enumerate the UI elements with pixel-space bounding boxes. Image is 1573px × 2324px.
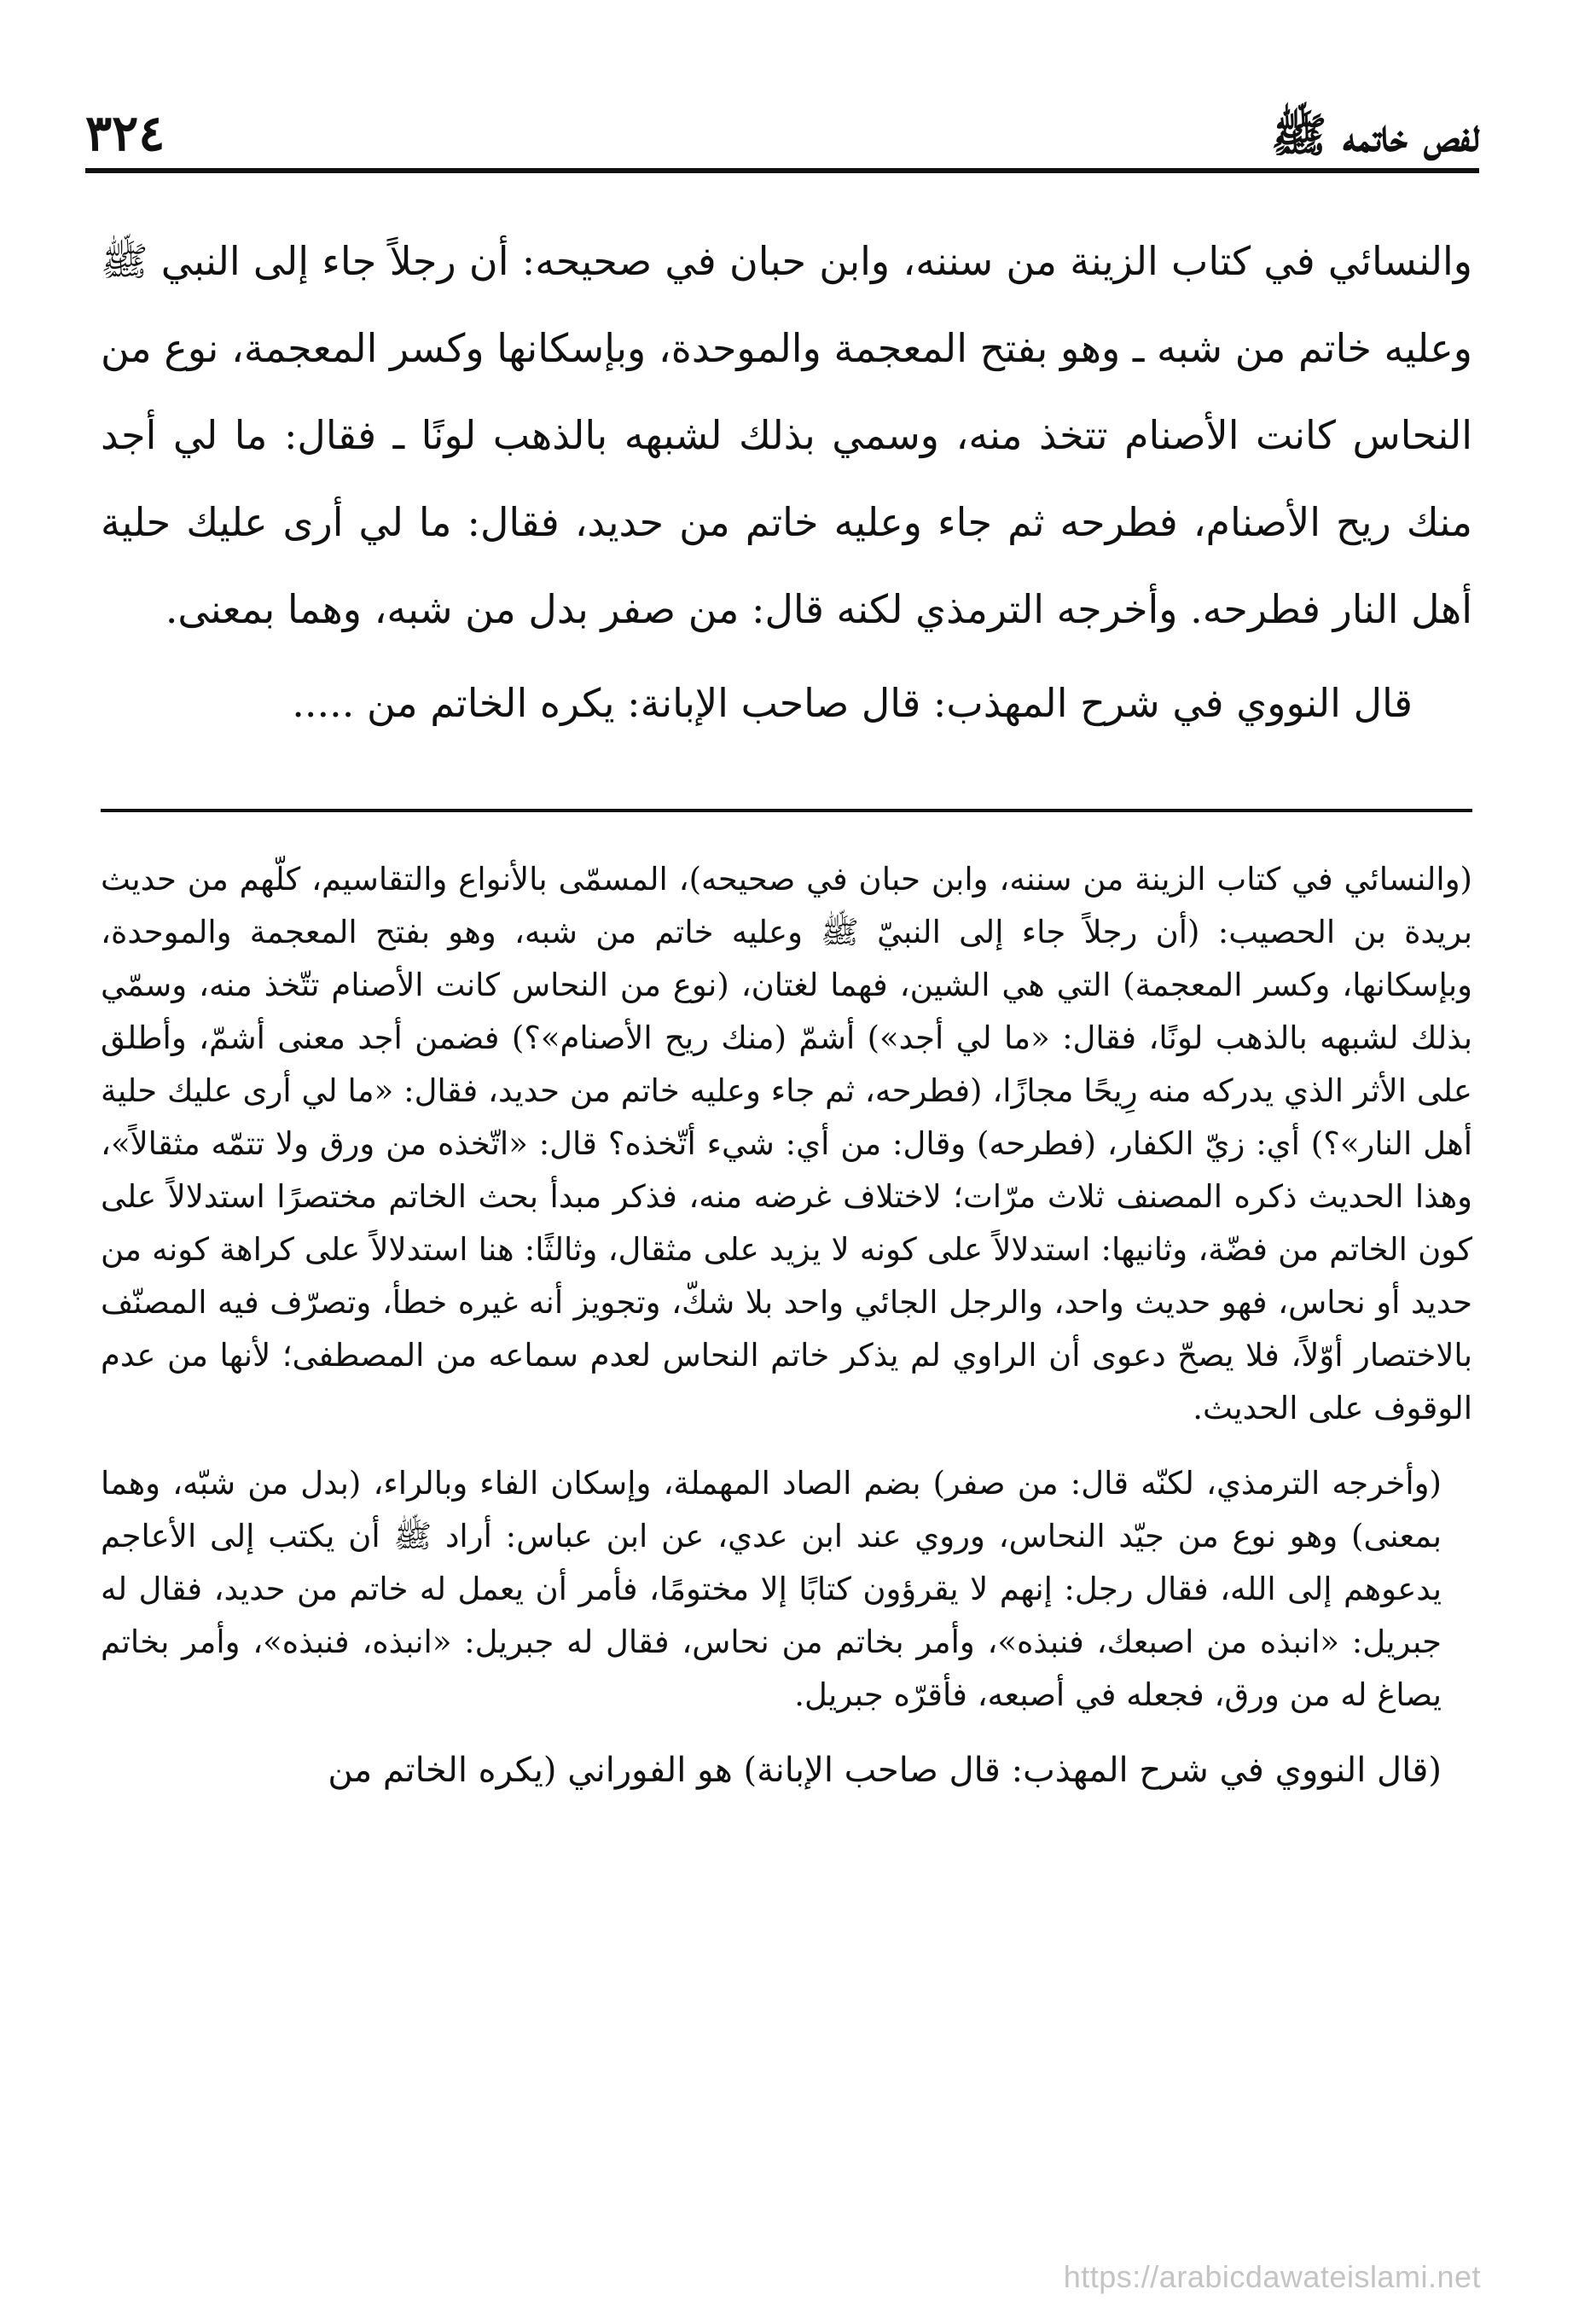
main-paragraph: والنسائي في كتاب الزينة من سننه، وابن حبان في صحيحه: أن رجلاً جاء إلى النبي ﷺ وعليه خاتم من شبه ـ وهو بفتح المعجمة والموحدة، وبإسكانها وكسر المعجمة، نوع من النحاس كانت الأصنام تتخذ منه، وسمي بذلك لشبهه بالذهب لونًا ـ فقال: ما لي أجد منك ريح الأصنام، فطرحه ثم جاء وعليه خاتم من حديد، فقال: ما لي أرى عليك حلية أهل النار فطرحه. وأخرجه الترمذي لكنه قال: من صفر بدل من شبه، وهما بمعنى.: [101, 238, 1472, 632]
commentary-paragraph: (والنسائي في كتاب الزينة من سننه، وابن حبان في صحيحه)، المسمّى بالأنواع والتقاسيم، كلّهم من حديث بريدة بن الحصيب: (أن رجلاً جاء إلى النبيّ ﷺ وعليه خاتم من شبه، وهو بفتح المعجمة والموحدة، وبإسكانها، وكسر المعجمة) التي هي الشين، فهما لغتان، (نوع من النحاس كانت الأصنام تتّخذ منه، وسمّي بذلك لشبهه بالذهب لونًا، فقال: «ما لي أجد») أشمّ (منك ريح الأصنام»؟) فضمن أجد معنى أشمّ، وأطلق على الأثر الذي يدركه منه رِيحًا مجازًا، (فطرحه، ثم جاء وعليه خاتم من حديد، فقال: «ما لي أرى عليك حلية أهل النار»؟) أي: زيّ الكفار، (فطرحه) وقال: من أي: شيء أتّخذه؟ قال: «اتّخذه من ورق ولا تتمّه مثقالاً»، وهذا الحديث ذكره المصنف ثلاث مرّات؛ لاختلاف غرضه منه، فذكر مبدأ بحث الخاتم مختصرًا استدلالاً على كون الخاتم من فضّة، وثانيها: استدلالاً على كونه لا يزيد على مثقال، وثالثًا: هنا استدلالاً على كراهة كونه من حديد أو نحاس، فهو حديث واحد، والرجل الجائي واحد بلا شكّ، وتجويز أنه غيره خطأ، وتصرّف فيه المصنّف بالاختصار أوّلاً، فلا يصحّ دعوى أن الراوي لم يذكر خاتم النحاس لعدم سماعه من المصطفى؛ لأنها من عدم الوقوف على الحديث.: [101, 861, 1472, 1426]
running-title: لفص خاتمه ﷺ: [1271, 107, 1479, 162]
text-commentary-separator: [101, 809, 1472, 812]
page-header: [85, 64, 1479, 162]
header-rule: [85, 168, 1479, 173]
commentary-paragraph: (وأخرجه الترمذي، لكنّه قال: من صفر) بضم الصاد المهملة، وإسكان الفاء وبالراء، (بدل من شبّه، وهما بمعنى) وهو نوع من جيّد النحاس، وروي عند ابن عدي، عن ابن عباس: أراد ﷺ أن يكتب إلى الأعاجم يدعوهم إلى الله، فقال رجل: إنهم لا يقرؤون كتابًا إلا مختومًا، فأمر أن يعمل له خاتم من حديد، فقال له جبريل: «انبذه من اصبعك، فنبذه»، وأمر بخاتم من نحاس، فقال له جبريل: «انبذه، فنبذه»، وأمر بخاتم يصاغ له من ورق، فجعله في أصبعه، فأقرّه جبريل.: [101, 1465, 1442, 1713]
page-number: ٣٢٤: [85, 104, 165, 162]
commentary-paragraph: (قال النووي في شرح المهذب: قال صاحب الإبانة) هو الفوراني (يكره الخاتم من: [328, 1751, 1442, 1790]
main-paragraph-continuation: قال النووي في شرح المهذب: قال صاحب الإبانة: يكره الخاتم من .....: [292, 680, 1413, 726]
commentary: [101, 853, 1472, 1819]
main-text: [101, 218, 1472, 747]
watermark-url: https://arabicdawateislami.net: [1063, 2259, 1481, 2294]
